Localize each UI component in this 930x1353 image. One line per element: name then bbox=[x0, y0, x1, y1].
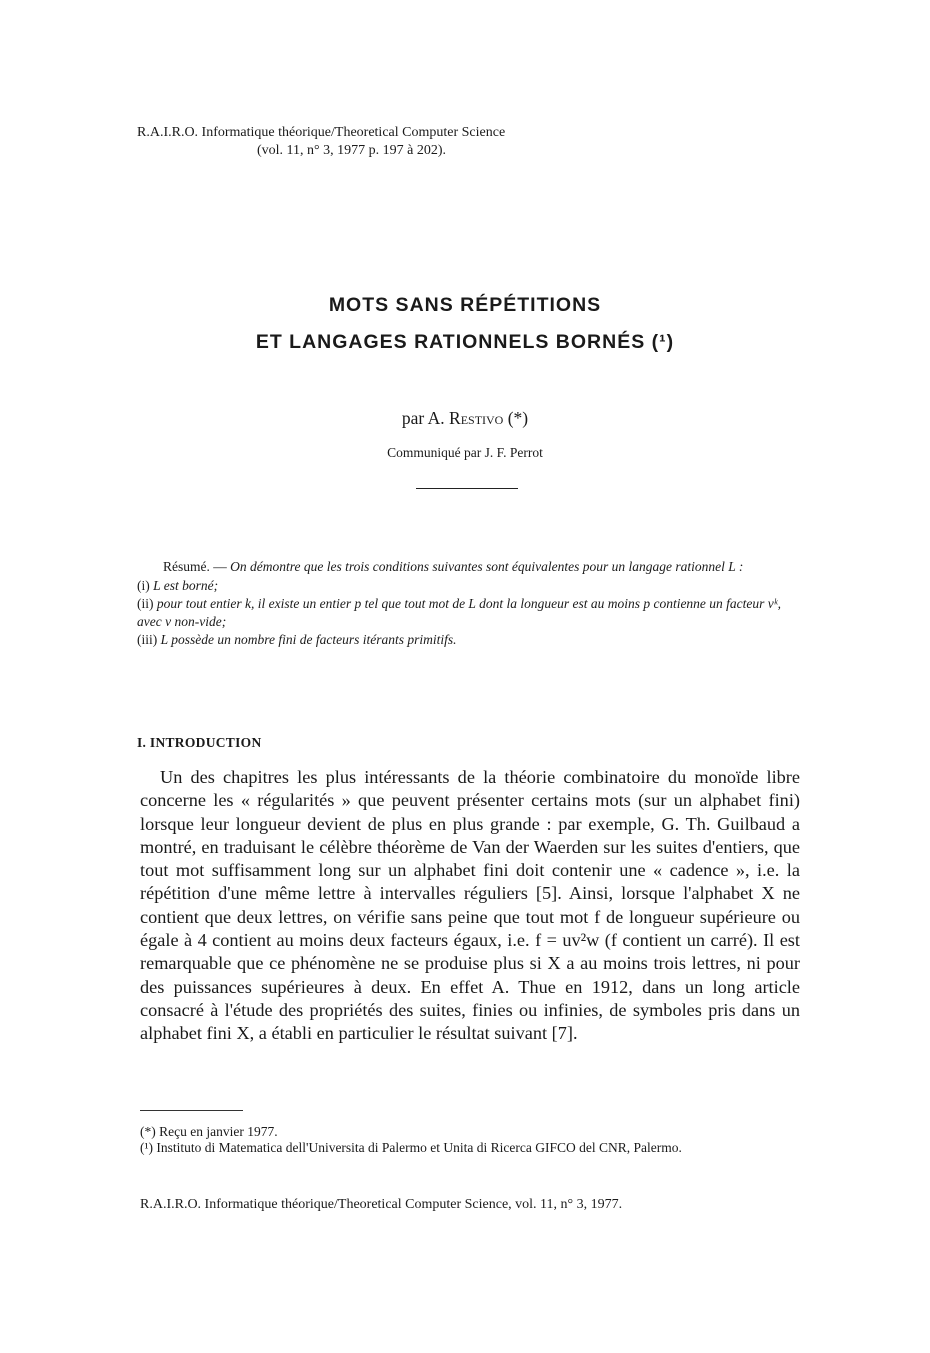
abstract bbox=[137, 558, 797, 649]
abstract-intro bbox=[137, 558, 797, 576]
journal-header-line2: (vol. 11, n° 3, 1977 p. 197 à 202). bbox=[257, 143, 447, 158]
abstract-label: Résumé. — bbox=[163, 559, 227, 574]
footnote-2 bbox=[140, 1140, 800, 1156]
author-name: Restivo bbox=[449, 408, 504, 428]
author-mark: (*) bbox=[507, 408, 529, 428]
abstract-item-1 bbox=[137, 577, 797, 595]
abstract-item-text: pour tout entier k, il existe un entier p tel que tout mot de L dont la longueur est au moins p contienne un facteur vᵏ, avec v non-vide; bbox=[137, 596, 781, 629]
section-heading: I. INTRODUCTION bbox=[137, 735, 262, 750]
journal-header-line1: R.A.I.R.O. Informatique théorique/Theoretical Computer Science bbox=[137, 125, 506, 140]
abstract-item-num: (i) bbox=[137, 577, 150, 593]
abstract-item-text: L est borné; bbox=[153, 577, 219, 593]
author-prefix: par A. bbox=[401, 408, 445, 428]
abstract-intro-text: On démontre que les trois conditions suivantes sont équivalentes pour un langage rationnel L : bbox=[230, 559, 744, 574]
author-line bbox=[0, 408, 930, 429]
title-note-mark: (¹) bbox=[651, 331, 675, 353]
page-footer: R.A.I.R.O. Informatique théorique/Theoretical Computer Science, vol. 11, n° 3, 1977. bbox=[140, 1197, 623, 1212]
abstract-item-num: (ii) bbox=[137, 596, 154, 611]
title-line2 bbox=[0, 324, 930, 361]
footnote-1 bbox=[140, 1124, 800, 1140]
communicated-by: Communiqué par J. F. Perrot bbox=[387, 445, 543, 460]
intro-paragraph: Un des chapitres les plus intéressants de la théorie combinatoire du monoïde libre concerne les « régularités » que peuvent présenter certains mots (sur un alphabet fini) lorsque leur longueur devient de plus en plus grande : par exemple, G. Th. Guilbaud a montré, en traduisant le célèbre théorème de Van der Waerden sur les suites d'entiers, que tout mot suffisamment long sur un alphabet fini doit contenir une « cadence », i.e. la répétition d'une même lettre à intervalles réguliers [5]. Ainsi, lorsque l'alphabet X ne contient que deux lettres, on vérifie sans peine que tout mot f de longueur supérieure ou égale à 4 contient au moins deux facteurs égaux, i.e. f = uv²w (f contient un carré). Il est remarquable que ce phénomène ne se produise plus si X a au moins trois lettres, ni pour des puissances supérieures à deux. En effet A. Thue en 1912, dans un long article consacré à l'étude des propriétés des suites, finies ou infinies, de symboles pris dans un alphabet fini X, a établi en particulier le résultat suivant [7]. bbox=[140, 767, 800, 1044]
footnotes bbox=[140, 1124, 800, 1156]
footnote-mark: (¹) bbox=[140, 1140, 154, 1155]
footnote-text: Instituto di Matematica dell'Universita di Palermo et Unita di Ricerca GIFCO del CNR, Palermo. bbox=[156, 1140, 682, 1155]
body-text bbox=[140, 766, 800, 1046]
abstract-item-2 bbox=[137, 595, 797, 630]
title-line2-text: ET LANGAGES RATIONNELS BORNÉS bbox=[255, 331, 646, 353]
journal-header bbox=[137, 124, 505, 160]
abstract-item-text: L possède un nombre fini de facteurs itérants primitifs. bbox=[160, 632, 457, 647]
abstract-item-num: (iii) bbox=[137, 632, 158, 647]
footnote-rule bbox=[140, 1110, 243, 1111]
paper-title bbox=[0, 287, 930, 361]
footnote-text: Reçu en janvier 1977. bbox=[159, 1124, 278, 1139]
footnote-mark: (*) bbox=[140, 1124, 156, 1139]
abstract-item-3 bbox=[137, 631, 797, 649]
title-line1: MOTS SANS RÉPÉTITIONS bbox=[328, 294, 602, 316]
title-separator-rule bbox=[416, 488, 518, 489]
